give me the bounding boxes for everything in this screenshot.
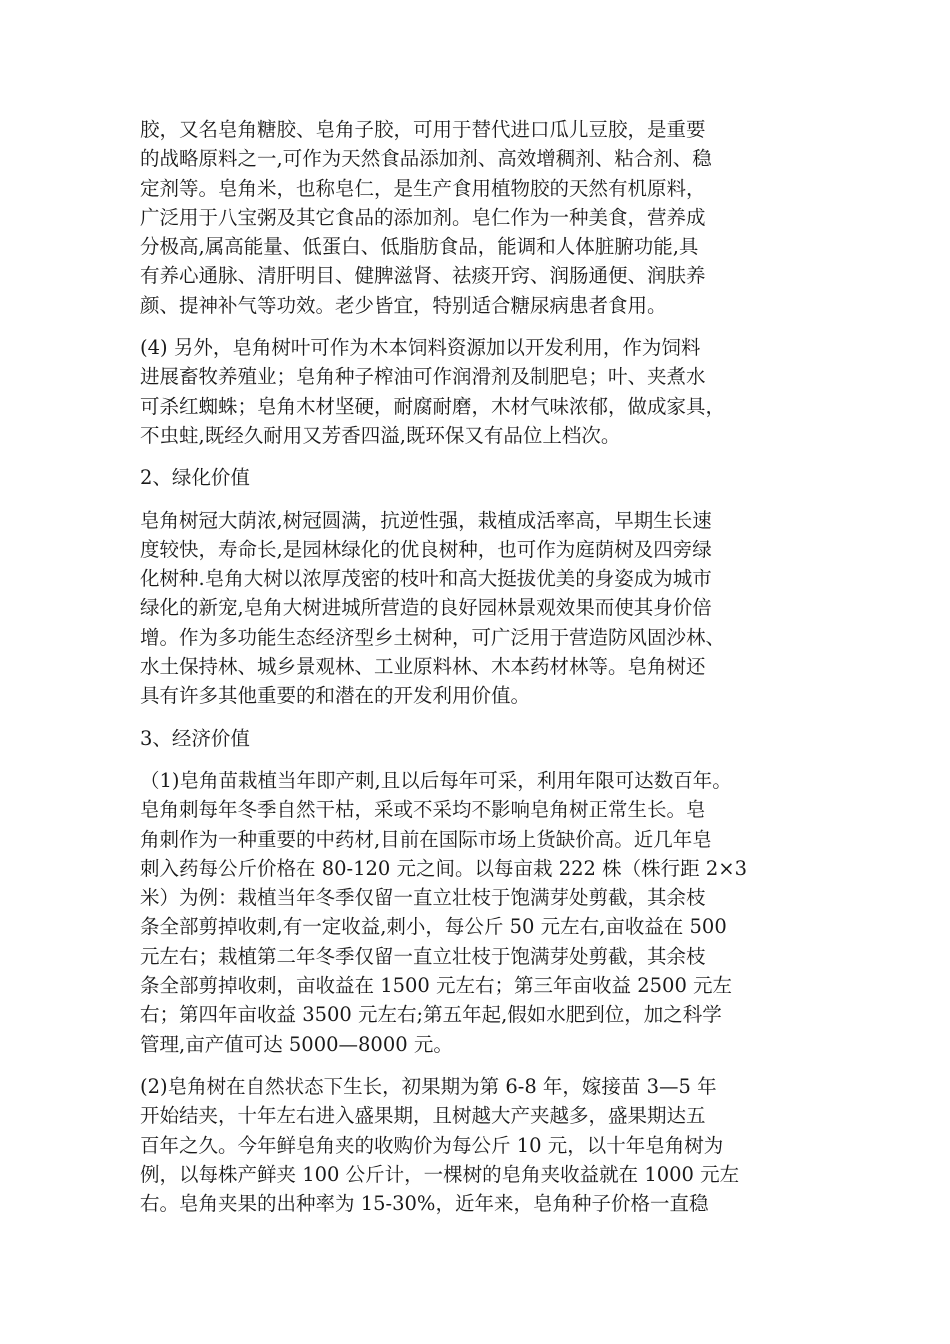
section-heading-economic-value bbox=[140, 724, 810, 753]
text-line: 条全部剪掉收刺,有一定收益,刺小，每公斤 50 元左右,亩收益在 500 bbox=[140, 915, 727, 939]
document-page bbox=[140, 115, 810, 1231]
text-line: 颜、提神补气等功效。老少皆宜，特别适合糖尿病患者食用。 bbox=[140, 293, 667, 317]
text-line: 进展畜牧养殖业；皂角种子榨油可作润滑剂及制肥皂；叶、夹煮水 bbox=[140, 365, 706, 389]
text-line: 广泛用于八宝粥及其它食品的添加剂。皂仁作为一种美食，营养成 bbox=[140, 205, 706, 229]
text-line: 管理,亩产值可达 5000—8000 元。 bbox=[140, 1032, 453, 1056]
text-line: 右；第四年亩收益 3500 元左右;第五年起,假如水肥到位，加之科学 bbox=[140, 1003, 722, 1027]
text-line: 的战略原料之一,可作为天然食品添加剂、高效增稠剂、粘合剂、稳 bbox=[140, 147, 712, 171]
text-line: 皂角刺每年冬季自然干枯，采或不采均不影响皂角树正常生长。皂 bbox=[140, 798, 706, 822]
text-line: 胶，又名皂角糖胶、皂角子胶，可用于替代进口瓜儿豆胶，是重要 bbox=[140, 118, 706, 141]
text-line: 度较快，寿命长,是园林绿化的优良树种，也可作为庭荫树及四旁绿 bbox=[140, 537, 712, 561]
text-line: 具有许多其他重要的和潜在的开发利用价值。 bbox=[140, 684, 531, 708]
text-line: (2)皂角树在自然状态下生长，初果期为第 6-8 年，嫁接苗 3—5 年 bbox=[140, 1074, 717, 1098]
text-line: 元左右；栽植第二年冬季仅留一直立壮枝于饱满芽处剪截，其余枝 bbox=[140, 944, 706, 968]
text-line: （1)皂角苗栽植当年即产刺,且以后每年可采，利用年限可达数百年。 bbox=[140, 768, 732, 792]
text-line: 百年之久。今年鲜皂角夹的收购价为每公斤 10 元，以十年皂角树为 bbox=[140, 1133, 724, 1157]
text-line: 有养心通脉、清肝明目、健脾滋肾、祛痰开窍、润肠通便、润肤养 bbox=[140, 264, 706, 288]
text-line: 不虫蛀,既经久耐用又芳香四溢,既环保又有品位上档次。 bbox=[140, 423, 621, 447]
text-line: 水土保持林、城乡景观林、工业原料林、木本药材林等。皂角树还 bbox=[140, 655, 706, 679]
text-line: 开始结夹，十年左右进入盛果期，且树越大产夹越多，盛果期达五 bbox=[140, 1104, 706, 1128]
section-heading-greening-value bbox=[140, 463, 810, 492]
text-line: 增。作为多功能生态经济型乡土树种，可广泛用于营造防风固沙林、 bbox=[140, 625, 726, 649]
text-line: 例，以每株产鲜夹 100 公斤计，一棵树的皂角夹收益就在 1000 元左 bbox=[140, 1162, 740, 1186]
text-line: 可杀红蜘蛛；皂角木材坚硬，耐腐耐磨，木材气味浓郁，做成家具， bbox=[140, 394, 726, 418]
text-line: 分极高,属高能量、低蛋白、低脂肪食品，能调和人体脏腑功能,具 bbox=[140, 235, 699, 259]
text-line: 定剂等。皂角米，也称皂仁，是生产食用植物胶的天然有机原料， bbox=[140, 176, 706, 200]
text-line: 角刺作为一种重要的中药材,目前在国际市场上货缺价高。近几年皂 bbox=[140, 827, 712, 851]
paragraph-greening-value bbox=[140, 506, 810, 711]
text-line: 右。皂角夹果的出种率为 15-30%，近年来，皂角种子价格一直稳 bbox=[140, 1192, 709, 1216]
text-line: 化树种.皂角大树以浓厚茂密的枝叶和高大挺拔优美的身姿成为城市 bbox=[140, 567, 712, 591]
paragraph-item-1-thorn-income bbox=[140, 766, 810, 1059]
heading-text: 3、经济价值 bbox=[140, 726, 250, 750]
text-line: 刺入药每公斤价格在 80-120 元之间。以每亩栽 222 株（株行距 2×3 bbox=[140, 856, 747, 880]
paragraph-gum-and-seed-uses bbox=[140, 115, 810, 320]
paragraph-item-4-other-uses bbox=[140, 333, 810, 450]
text-line: 条全部剪掉收刺，亩收益在 1500 元左右；第三年亩收益 2500 元左 bbox=[140, 974, 733, 998]
text-line: 绿化的新宠,皂角大树进城所营造的良好园林景观效果而使其身价倍 bbox=[140, 596, 712, 620]
text-line: 米）为例：栽植当年冬季仅留一直立壮枝于饱满芽处剪截，其余枝 bbox=[140, 886, 706, 910]
heading-text: 2、绿化价值 bbox=[140, 466, 250, 490]
text-line: 皂角树冠大荫浓,树冠圆满，抗逆性强，栽植成活率高，早期生长速 bbox=[140, 508, 712, 532]
text-line: (4) 另外，皂角树叶可作为木本饲料资源加以开发利用，作为饲料 bbox=[140, 336, 701, 360]
paragraph-item-2-pod-income bbox=[140, 1072, 810, 1218]
